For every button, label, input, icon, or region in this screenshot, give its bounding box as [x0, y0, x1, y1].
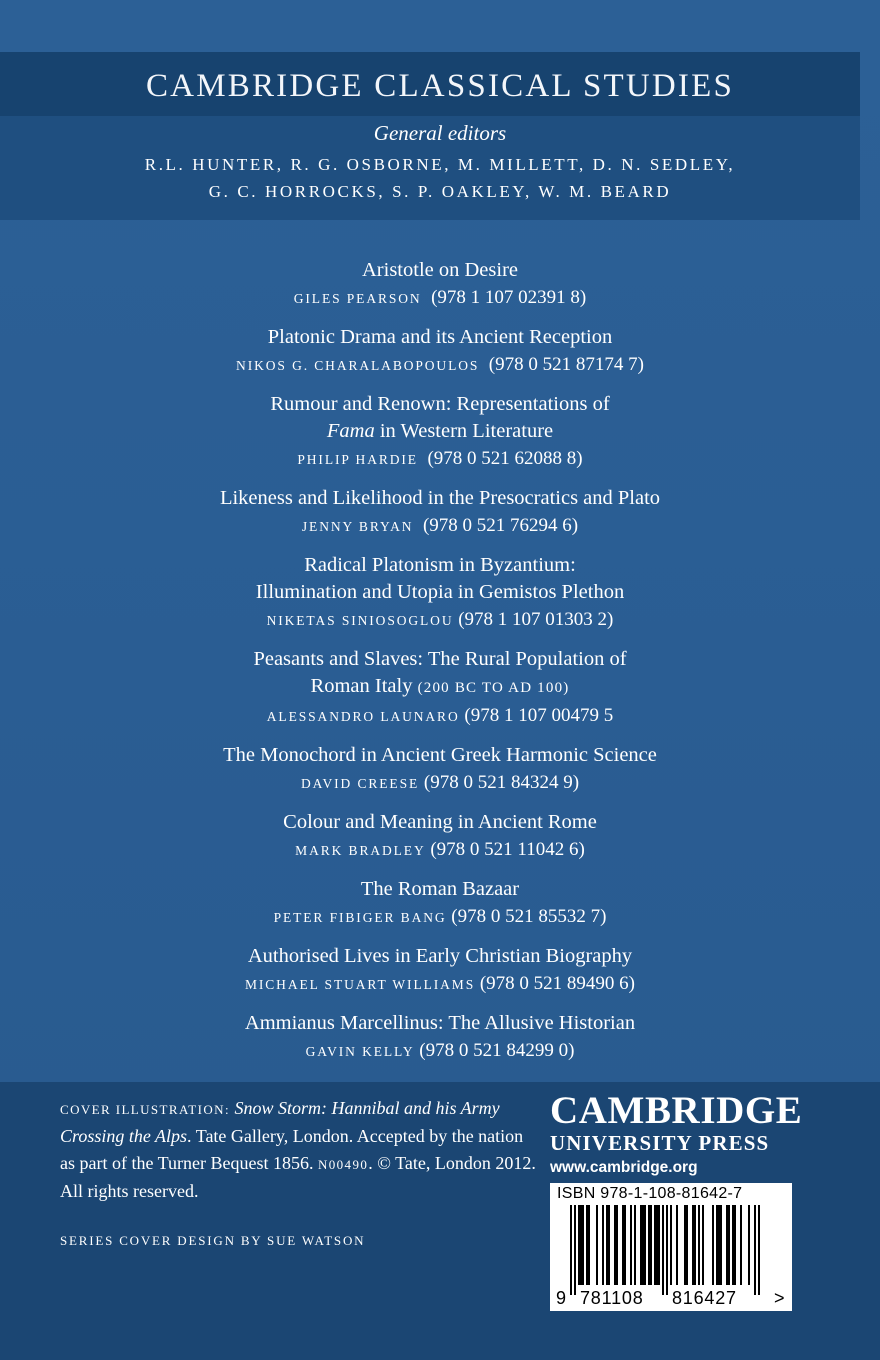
barcode-digits-right: 816427: [672, 1288, 737, 1308]
book-title: Peasants and Slaves: The Rural Population of: [253, 648, 627, 670]
barcode-bar: [684, 1205, 686, 1285]
barcode-bar: [712, 1205, 714, 1285]
barcode-bar: [658, 1205, 660, 1285]
book-author: NIKETAS SINIOSOGLOU: [266, 613, 454, 628]
cover-illustration-credit: [60, 1095, 540, 1205]
book-entry: [0, 876, 880, 931]
barcode-bar: [702, 1205, 704, 1285]
book-title: Ammianus Marcellinus: The Allusive Historian: [244, 1012, 636, 1034]
series-design-credit: SERIES COVER DESIGN BY SUE WATSON: [60, 1233, 366, 1248]
book-entry: [0, 646, 880, 730]
barcode-arrow: >: [774, 1288, 786, 1308]
credit-rights: . © Tate, London 2012. All rights reserved.: [60, 1153, 536, 1201]
publisher-url: www.cambridge.org: [550, 1159, 698, 1176]
barcode-bar: [728, 1205, 730, 1285]
barcode-bar: [718, 1205, 720, 1285]
book-isbn: (978 0 521 84299 0): [419, 1040, 575, 1061]
book-meta: [0, 606, 880, 634]
book-meta: [0, 445, 880, 473]
book-entry: [0, 552, 880, 634]
book-isbn: (978 0 521 62088 8): [427, 448, 583, 469]
credit-label: COVER ILLUSTRATION:: [60, 1102, 230, 1117]
barcode-bar: [596, 1205, 598, 1285]
barcode-bar: [648, 1205, 650, 1285]
book-title: Authorised Lives in Early Christian Biography: [247, 945, 633, 967]
book-author: PETER FIBIGER BANG: [273, 910, 447, 925]
book-entry: [0, 1010, 880, 1065]
barcode-bar: [670, 1205, 672, 1285]
barcode-bar: [574, 1205, 576, 1295]
book-title: Colour and Meaning in Ancient Rome: [283, 811, 597, 833]
book-title: The Monochord in Ancient Greek Harmonic Science: [223, 744, 657, 766]
book-title-italic: Fama: [326, 420, 375, 442]
barcode-bar: [570, 1205, 572, 1295]
book-meta: [0, 702, 880, 730]
book-meta: [0, 769, 880, 797]
book-title-main: Roman Italy: [310, 675, 418, 697]
barcode-bar: [758, 1205, 760, 1295]
book-isbn: (978 0 521 84324 9): [423, 772, 580, 793]
book-entry: [0, 485, 880, 540]
book-isbn: (978 0 521 89490 6): [479, 973, 636, 994]
book-author: NIKOS G. CHARALABOPOULOS: [236, 358, 480, 373]
editors-names-line-1: R.L. HUNTER, R. G. OSBORNE, M. MILLETT, D. N. SEDLEY,: [144, 155, 736, 174]
barcode-bar: [642, 1205, 644, 1285]
book-list: [0, 257, 880, 1077]
barcode-bar: [616, 1205, 618, 1285]
book-title: Rumour and Renown: Representations of: [270, 393, 610, 415]
barcode-first-digit: 9: [556, 1288, 567, 1308]
barcode-bar: [666, 1205, 668, 1295]
book-entry: [0, 809, 880, 864]
book-author: GILES PEARSON: [293, 291, 422, 306]
credit-work-title: Snow Storm: Hannibal and his Army Crossing the Alps: [60, 1098, 500, 1146]
book-title: Aristotle on Desire: [362, 259, 518, 281]
book-title: Platonic Drama and its Ancient Reception: [267, 326, 613, 348]
publisher-subtitle: UNIVERSITY PRESS: [550, 1131, 770, 1155]
barcode-bar: [650, 1205, 652, 1285]
book-title: The Roman Bazaar: [360, 878, 520, 900]
barcode-bar: [580, 1205, 582, 1285]
book-title: Likeness and Likelihood in the Presocratics and Plato: [219, 487, 661, 509]
barcode-bar: [634, 1205, 636, 1285]
book-author: MICHAEL STUART WILLIAMS: [244, 977, 476, 992]
barcode-bar: [630, 1205, 632, 1285]
book-isbn: (978 0 521 85532 7): [451, 906, 607, 927]
book-meta: [0, 351, 880, 379]
book-meta: [0, 512, 880, 540]
book-author: ALESSANDRO LAUNARO: [266, 709, 460, 724]
editors-label: General editors: [373, 121, 507, 145]
barcode-bar: [606, 1205, 608, 1285]
book-meta: [0, 284, 880, 312]
book-entry: [0, 742, 880, 797]
barcode-bar: [578, 1205, 580, 1285]
barcode-bar: [640, 1205, 642, 1285]
book-entry: [0, 257, 880, 312]
book-isbn: (978 0 521 76294 6): [422, 515, 579, 536]
barcode-bar: [692, 1205, 694, 1285]
book-author: MARK BRADLEY: [295, 843, 426, 858]
barcode: [550, 1183, 792, 1311]
book-title-line-2: [0, 418, 880, 445]
book-author: GAVIN KELLY: [305, 1044, 415, 1059]
book-entry: [0, 324, 880, 379]
barcode-bar: [608, 1205, 610, 1285]
book-entry: [0, 943, 880, 998]
barcode-bar: [732, 1205, 734, 1285]
barcode-bar: [654, 1205, 656, 1285]
barcode-digits-left: 781108: [580, 1288, 644, 1308]
barcode-bar: [624, 1205, 626, 1285]
book-isbn: (978 0 521 11042 6): [430, 839, 585, 860]
book-title-rest: in Western Literature: [374, 420, 554, 442]
book-isbn: (978 1 107 02391 8): [431, 287, 587, 308]
book-title-line-2: Illumination and Utopia in Gemistos Plethon: [255, 581, 625, 603]
publisher-logo: [550, 1089, 803, 1179]
barcode-bar: [582, 1205, 584, 1285]
barcode-bar: [656, 1205, 658, 1285]
book-meta: [0, 1037, 880, 1065]
book-entry: [0, 391, 880, 473]
book-title-line-2: [0, 673, 880, 702]
isbn-label: ISBN 978-1-108-81642-7: [557, 1185, 743, 1202]
book-meta: [0, 970, 880, 998]
barcode-bar: [716, 1205, 718, 1285]
book-meta: [0, 903, 880, 931]
barcode-bar: [622, 1205, 624, 1285]
barcode-bar: [720, 1205, 722, 1285]
book-title: Radical Platonism in Byzantium:: [304, 554, 576, 576]
book-isbn: (978 1 107 01303 2): [458, 609, 614, 630]
barcode-bar: [694, 1205, 696, 1285]
credit-location: . Tate Gallery, London. Accepted by the nation as part of the Turner Bequest 1856.: [60, 1126, 524, 1173]
book-author: PHILIP HARDIE: [297, 452, 418, 467]
book-meta: [0, 836, 880, 864]
book-isbn: (978 1 107 00479 5: [464, 705, 614, 726]
barcode-bar: [644, 1205, 646, 1285]
credit-accession: N00490: [317, 1157, 369, 1172]
barcode-bar: [748, 1205, 750, 1285]
barcode-bar: [734, 1205, 736, 1285]
barcode-bar: [676, 1205, 678, 1285]
barcode-bar: [698, 1205, 700, 1285]
publisher-name: CAMBRIDGE: [550, 1089, 803, 1132]
book-isbn: (978 0 521 87174 7): [488, 354, 644, 375]
book-author: JENNY BRYAN: [301, 519, 414, 534]
barcode-bar: [726, 1205, 728, 1285]
series-title: CAMBRIDGE CLASSICAL STUDIES: [145, 68, 735, 104]
barcode-bar: [754, 1205, 756, 1295]
book-title-dates: (200 BC TO AD 100): [417, 680, 570, 696]
barcode-bar: [602, 1205, 604, 1285]
book-author: DAVID CREESE: [300, 776, 420, 791]
barcode-bar: [614, 1205, 616, 1285]
barcode-bar: [740, 1205, 742, 1285]
barcode-bar: [586, 1205, 588, 1285]
barcode-bar: [662, 1205, 664, 1295]
barcode-bar: [686, 1205, 688, 1285]
editors-names-line-2: G. C. HORROCKS, S. P. OAKLEY, W. M. BEARD: [208, 182, 672, 201]
barcode-bar: [588, 1205, 590, 1285]
